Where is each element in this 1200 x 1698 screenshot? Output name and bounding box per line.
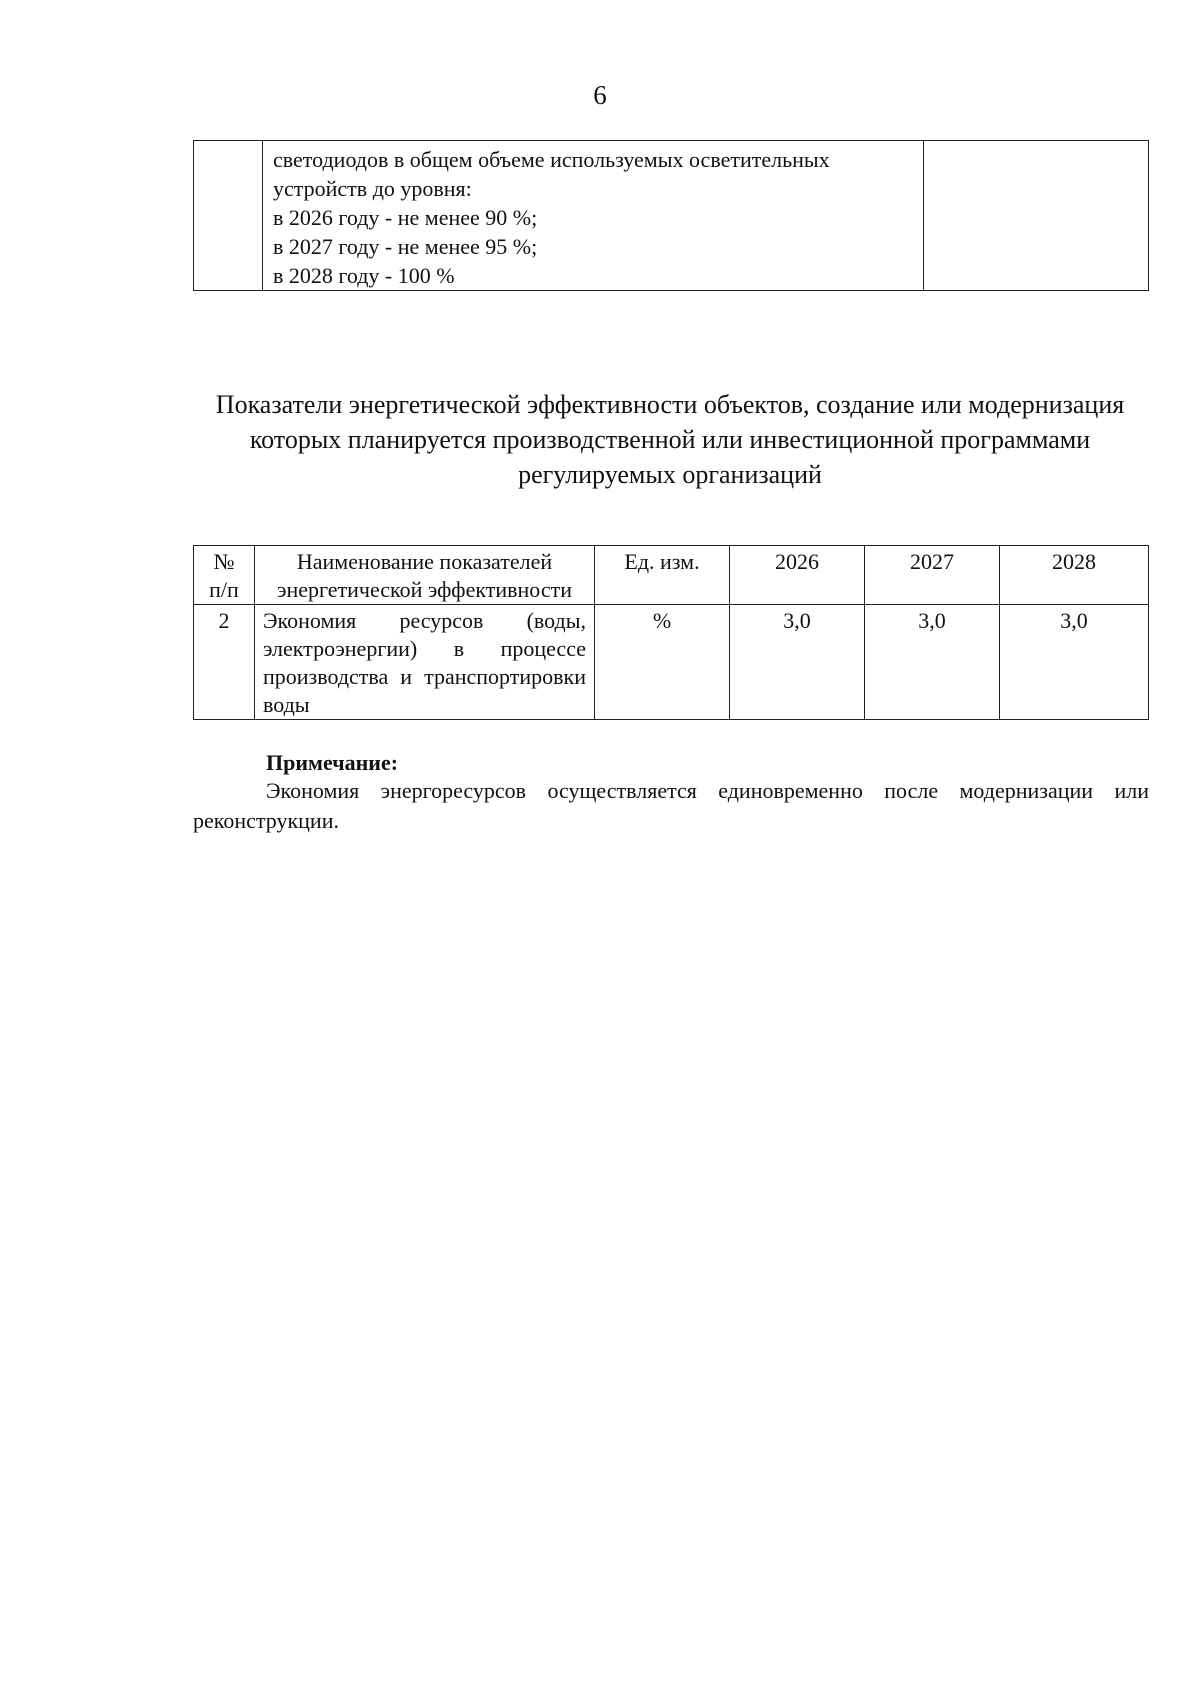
header-2027: 2027 bbox=[865, 546, 1000, 605]
description-line: в 2027 году - не менее 95 %; bbox=[273, 234, 538, 259]
continuation-table bbox=[193, 140, 1149, 291]
description-line: в 2026 году - не менее 90 %; bbox=[273, 205, 538, 230]
header-2028: 2028 bbox=[1000, 546, 1149, 605]
cell-num: 2 bbox=[194, 605, 255, 720]
cell-name: Экономия ресурсов (воды, электроэнергии) в процессе производства и транспортировки воды bbox=[255, 605, 595, 720]
cell-unit: % bbox=[595, 605, 730, 720]
header-name: Наименование показателей энергетической эффективности bbox=[255, 546, 595, 605]
description-line: в 2028 году - 100 % bbox=[273, 263, 455, 288]
description-cell bbox=[263, 141, 924, 291]
header-2026: 2026 bbox=[730, 546, 865, 605]
section-title: Показатели энергетической эффективности объектов, создание или модернизация которых планируется производственной или инвестиционной программами регулируемых организаций bbox=[215, 390, 1125, 489]
header-num: № п/п bbox=[194, 546, 255, 605]
page-number: 6 bbox=[593, 80, 607, 110]
description-line: устройств до уровня: bbox=[273, 176, 472, 201]
table-row bbox=[194, 141, 1149, 291]
note-title: Примечание: bbox=[266, 750, 399, 775]
description-line: светодиодов в общем объеме используемых осветительных bbox=[273, 147, 830, 172]
header-unit: Ед. изм. bbox=[595, 546, 730, 605]
table-header-row bbox=[194, 546, 1149, 605]
row-number-cell bbox=[194, 141, 263, 291]
note-text: Экономия энергоресурсов осуществляется единовременно после модернизации или реконструкции. bbox=[193, 778, 1149, 833]
cell-2028: 3,0 bbox=[1000, 605, 1149, 720]
table-row bbox=[194, 605, 1149, 720]
empty-cell bbox=[924, 141, 1149, 291]
cell-2026: 3,0 bbox=[730, 605, 865, 720]
indicators-table bbox=[193, 545, 1149, 720]
cell-2027: 3,0 bbox=[865, 605, 1000, 720]
